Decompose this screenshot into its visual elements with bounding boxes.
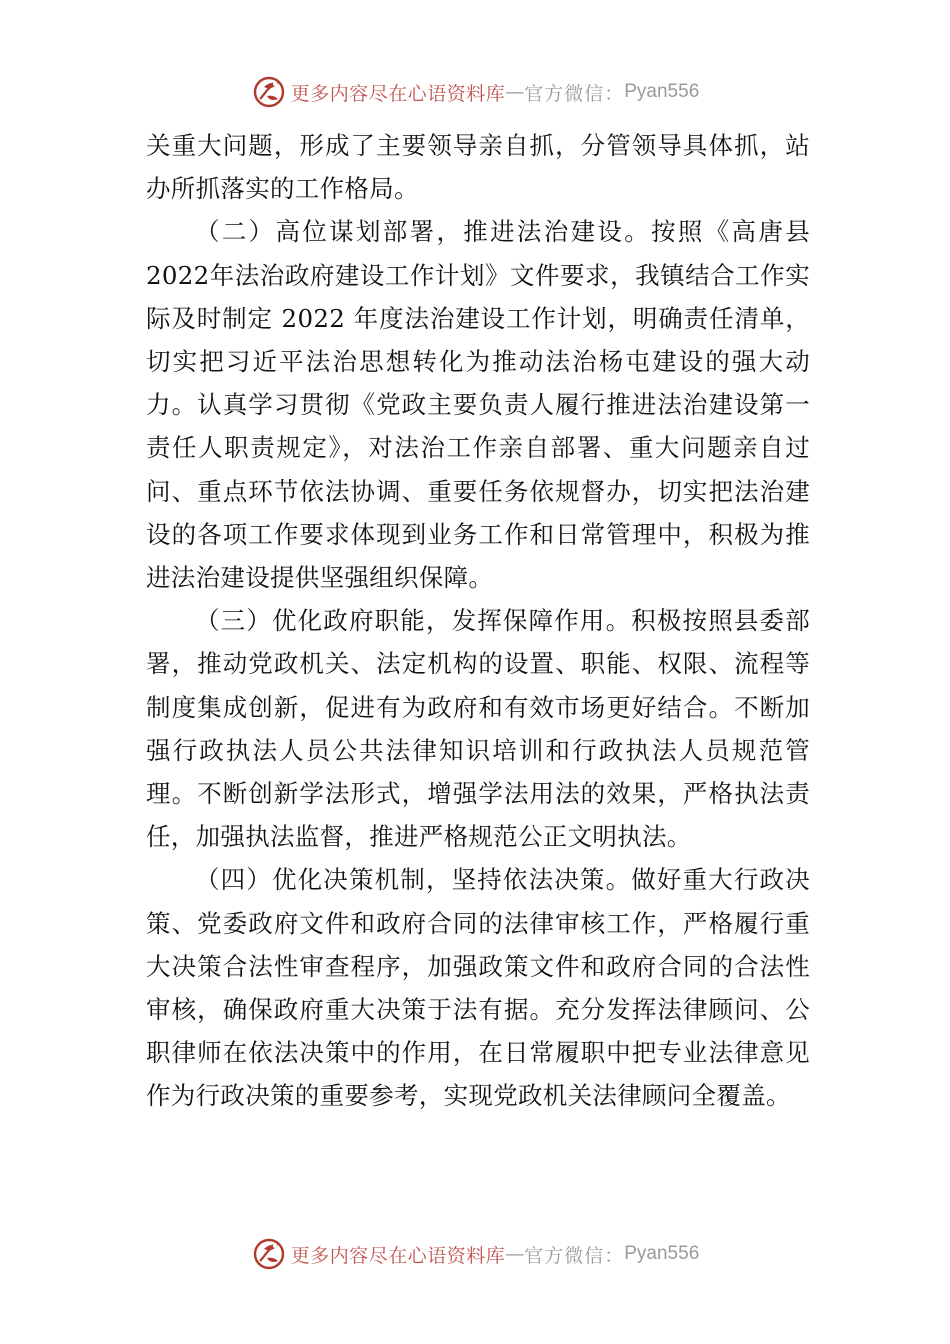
banner-separator: — bbox=[505, 1243, 525, 1265]
banner-contact-id: Pyan556 bbox=[624, 81, 700, 102]
flower-logo-icon bbox=[251, 1236, 287, 1272]
banner-main-text: 更多内容尽在心语资料库 bbox=[290, 1244, 506, 1267]
banner-contact-label: 官方微信： bbox=[524, 82, 625, 105]
flower-logo-icon bbox=[251, 74, 287, 110]
paragraph-section-2: （二）高位谋划部署，推进法治建设。按照《高唐县2022年法治政府建设工作计划》文件要求，我镇结合工作实际及时制定 2022 年度法治建设工作计划，明确责任清单，切实把习近平法治思想转化为推动法治杨屯建设的强大动力。认真学习贯彻《党政主要负责人履行推进法治建设第一责任人职责规定》，对法治工作亲自部署、重大问题亲自过问、重点环节依法协调、重要任务依规督办，切实把法治建设的各项工作要求体现到业务工作和日常管理中，积极为推进法治建设提供坚强组织保障。 bbox=[146, 217, 810, 593]
paragraph-continuation: 关重大问题，形成了主要领导亲自抓，分管领导具体抓，站办所抓落实的工作格局。 bbox=[146, 131, 810, 204]
document-body bbox=[146, 124, 810, 1118]
footer-banner bbox=[0, 1234, 950, 1274]
banner-main-text: 更多内容尽在心语资料库 bbox=[290, 82, 506, 105]
banner-contact-label: 官方微信： bbox=[524, 1244, 625, 1267]
header-banner bbox=[0, 72, 950, 112]
banner-separator: — bbox=[505, 81, 525, 103]
paragraph-section-3: （三）优化政府职能，发挥保障作用。积极按照县委部署，推动党政机关、法定机构的设置、职能、权限、流程等制度集成创新，促进有为政府和有效市场更好结合。不断加强行政执法人员公共法律知识培训和行政执法人员规范管理。不断创新学法形式，增强学法用法的效果，严格执法责任，加强执法监督，推进严格规范公正文明执法。 bbox=[146, 606, 810, 852]
banner-contact-id: Pyan556 bbox=[624, 1243, 700, 1264]
paragraph-section-4: （四）优化决策机制，坚持依法决策。做好重大行政决策、党委政府文件和政府合同的法律审核工作，严格履行重大决策合法性审查程序，加强政策文件和政府合同的合法性审核，确保政府重大决策于法有据。充分发挥法律顾问、公职律师在依法决策中的作用，在日常履职中把专业法律意见作为行政决策的重要参考，实现党政机关法律顾问全覆盖。 bbox=[146, 865, 810, 1111]
